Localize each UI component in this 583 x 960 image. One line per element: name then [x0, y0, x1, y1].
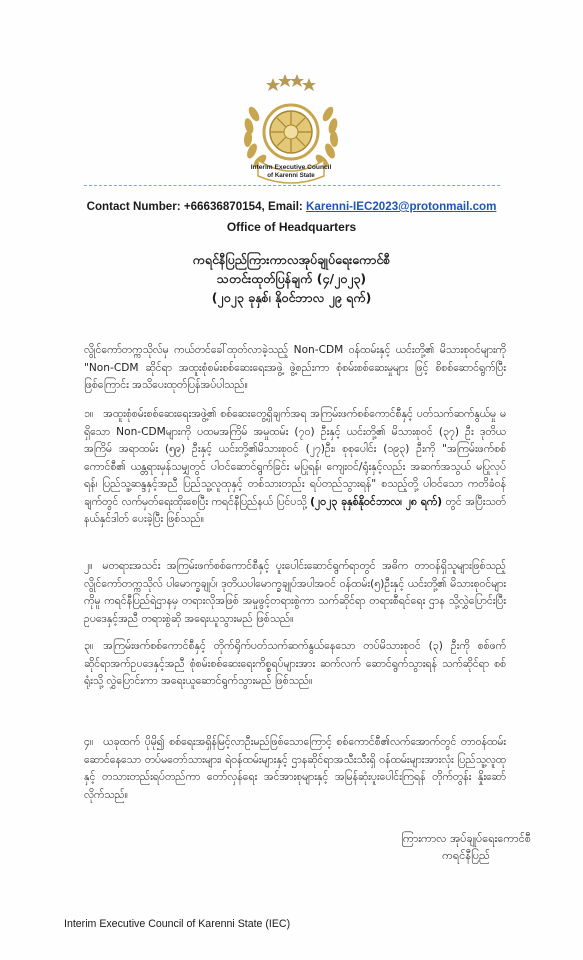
office-heading: Office of Headquarters — [226, 220, 357, 234]
paragraph-3 — [84, 638, 506, 691]
paragraph-2-text: မတရားအသင်း အကြမ်းဖက်စစ်ကောင်စီနှင့် ပူးပေါင်းဆောင်ရွက်ရာတွင် အဓိက တာဝန်ရှိသူများဖြစ်သည့် လွိုင်ကော်တက္ကသိုလ် ပါမောက္ခချုပ်၊ ဒုတိယပါမောက္ခချုပ်အပါအဝင် ဝန်ထမ်း(၅)ဦးနှင့် ယင်းတို့၏ မိသားစုဝင်များကိုမူ ကရင်နီပြည်ရဲဌာနမှ တရားလိုအဖြစ် အမှုဖွင့်တရားစွဲကာ သက်ဆိုင်ရာ တရားစီရင်ရေး ဌာန သို့လွှဲပြောင်းပြီး ဥပဒေနှင့်အညီ တရားစွဲဆို အရေးယူသွားမည် ဖြစ်သည်။ — [84, 560, 506, 625]
contact-label: Contact Number: +66636870154, Email: — [86, 200, 306, 213]
laurel-wreath-seal-icon — [228, 62, 354, 192]
paragraph-3-number: ၃။ — [84, 640, 94, 652]
footer-organization: Interim Executive Council of Karenni State (IEC) — [64, 918, 291, 930]
paragraph-4-text: ယခုထက် ပိုမို၍ စစ်ရေးအရှိန်မြင့်လာဦးမည်ဖြစ်သောကြောင့် စစ်ကောင်စီ၏လက်အောက်တွင် တာဝန်ထမ်းဆောင်နေသော တပ်မတော်သားများ၊ ရဲဝန်ထမ်းများနှင့် ဌာနဆိုင်ရာအသီးသီးရှိ ဝန်ထမ်းများအားလုံး ပြည်သူ့လူထုနှင့် တသားတည်းရပ်တည်ကာ တော်လှန်ရေး အင်အားစုများနှင့် အမြန်ဆုံးပူးပေါင်းကြရန် တိုက်တွန်း နှိုးဆော်လိုက်သည်။ — [84, 736, 506, 801]
paragraph-2 — [84, 558, 506, 628]
paragraph-1-date: (၂၀၂၃ ခုနှစ်နိုဝင်ဘာလ၊ ၂၈ ရက်) — [310, 495, 443, 508]
paragraph-4 — [84, 734, 506, 804]
paragraph-1-text-a: အထူးစုံစမ်းစစ်ဆေးရေးအဖွဲ့၏ စစ်ဆေးတွေ့ရှိချက်အရ အကြမ်းဖက်စစ်ကောင်စီနှင့် ပတ်သက်ဆက်နွယ်မှု မရှိသော Non-CDMများကို ပထမအကြိမ် အမှုထမ်း (၇၀) ဦးနှင့် ယင်းတို့၏ မိသားစုဝင် (၃၇) ဦး ဒုတိယအကြိမ် အရာထမ်း (၅၉) ဦးနှင့် ယင်းတို့၏မိသားစုဝင် (၂၇)ဦး၊ စုစုပေါင်း (၁၉၃) ဦးကို "အကြမ်းဖက်စစ်ကောင်စီ၏ ယန္တရားမှန်သမျှတွင် ပါဝင်ဆောင်ရွက်ခြင်း မပြုရန်၊ ကျေးဝင်/ရုံးနှင့်လည်း အဆက်အသွယ် မပြုလုပ်ရန်၊ ပြည်သူ့ဆန္ဒနှင့်အညီ ပြည်သူ့လူထုနှင့် တစ်သားတည်း ရပ်တည်သွားရန်" စသည့်တို့ ပါဝင်သော ကတိခံဝန်ချက်တွင် လက်မှတ်ရေးထိုးစေပြီး ကရင်နီပြည်နယ် ပြင်ပသို့ — [84, 408, 506, 508]
intro-paragraph: လွိုင်ကော်တက္ကသိုလ်မှ ကယ်တင်ခေါ်ထုတ်လာခဲ့သည့် Non-CDM ဝန်ထမ်းနှင့် ယင်းတို့၏ မိသားစုဝင်များကို "Non-CDM ဆိုင်ရာ အထူးစုံစမ်းစစ်ဆေးရေးအဖွဲ့ ဖွဲ့စည်းကာ စုံစမ်းစစ်ဆေးမှုများ ဖြင့် စိစစ်ဆောင်ရွက်ပြီး ဖြစ်ကြောင်း အသိပေးထုတ်ပြန်အပ်ပါသည်။ — [84, 344, 506, 391]
signature-council: ကြားကာလ အုပ်ချုပ်ရေးကောင်စီ — [401, 832, 531, 845]
paragraph-2-number: ၂။ — [84, 560, 93, 572]
contact-line — [0, 200, 583, 213]
signature-state: ကရင်နီပြည် — [442, 849, 490, 862]
paragraph-1 — [84, 406, 506, 529]
council-title: ကရင်နီပြည်ကြားကာလအုပ်ချုပ်ရေးကောင်စီ — [192, 252, 391, 267]
statement-number: သတင်းထုတ်ပြန်ချက် (၄/၂၀၂၃) — [216, 271, 367, 286]
email-link[interactable]: Karenni-IEC2023@protonmail.com — [306, 200, 497, 213]
emblem-label-line1: Interim Executive Council — [250, 164, 332, 171]
statement-date: (၂၀၂၃ ခုနှစ်၊ နိုဝင်ဘာလ ၂၉ ရက်) — [211, 290, 372, 305]
paragraph-4-number: ၄။ — [84, 736, 94, 748]
emblem-label-line2: of Karenni State — [267, 172, 315, 179]
header-divider — [84, 185, 500, 186]
paragraph-1-text-b: တွင် အပြီးသတ် နယ်နှင်ဒါတ် ပေးခဲ့ပြီး ဖြစ်သည်။ — [84, 495, 506, 525]
paragraph-3-text: အကြမ်းဖက်စစ်ကောင်စီနှင့် တိုက်ရိုက်ပတ်သက်ဆက်နွယ်နေသော တပ်မိသားစုဝင် (၃) ဦးကို စစ်ဖက်ဆိုင်ရာအက်ဥပဒေနှင့်အညီ စုံစမ်းစစ်ဆေးရေးကိစ္စရပ်များအား ဆက်လက် ဆောင်ရွက်သွားရန် သက်ဆိုင်ရာ စစ်ရုံးသို့ လွှဲပြောင်းကာ အရေးယူဆောင်ရွက်သွားမည် ဖြစ်သည်။ — [84, 640, 506, 687]
paragraph-1-number: ၁။ — [84, 408, 94, 420]
